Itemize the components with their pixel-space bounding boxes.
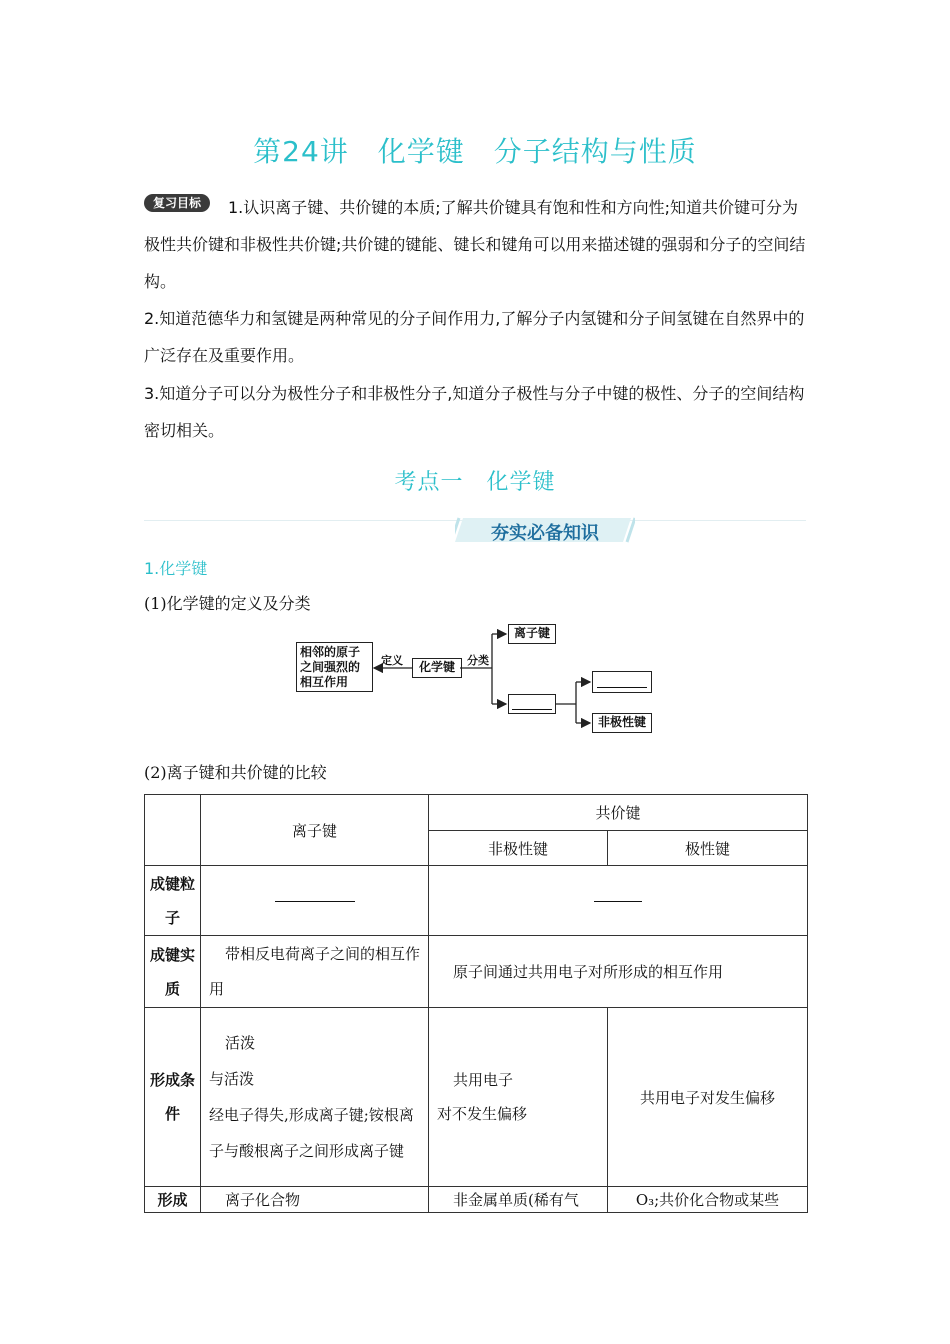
- goal-paragraph-3: 3.知道分子可以分为极性分子和非极性分子,知道分子极性与分子中键的极性、分子的空间结构密切相关。: [144, 384, 805, 440]
- define-label: 定义: [381, 654, 403, 667]
- blank-line: [512, 709, 552, 710]
- cell-covalent-essence: 原子间通过共用电子对所形成的相互作用: [429, 936, 808, 1008]
- ionic-condition-line-2: 与活泼: [209, 1070, 255, 1088]
- section-title: 考点一 化学键: [394, 470, 556, 495]
- bond-comparison-table: [144, 794, 808, 1213]
- subsection-1-caption: (1)化学键的定义及分类: [144, 594, 311, 613]
- blank-line: [597, 687, 647, 688]
- row-head-bonding-particles: 成键粒子: [145, 866, 201, 936]
- header-polar: 极性键: [608, 831, 808, 866]
- cell-ionic-particles-blank: [201, 866, 429, 936]
- header-nonpolar: 非极性键: [429, 831, 608, 866]
- nonpolar-bond-box: 非极性键: [592, 713, 652, 733]
- table-corner-cell: [145, 795, 201, 866]
- cell-nonpolar-condition: [429, 1008, 608, 1187]
- ionic-bond-box: 离子键: [508, 624, 556, 644]
- definition-box: 相邻的原子之间强烈的相互作用: [296, 642, 373, 692]
- classify-label: 分类: [467, 654, 489, 667]
- ionic-condition-line-1: 活泼: [225, 1034, 256, 1052]
- chemical-bond-box: 化学键: [412, 658, 462, 678]
- banner-text: 夯实必备知识: [491, 523, 599, 544]
- nonpolar-condition-line-2: 对不发生偏移: [437, 1105, 528, 1123]
- cell-ionic-condition: [201, 1008, 429, 1187]
- cell-polar-formation: O₃;共价化合物或某些: [608, 1187, 808, 1213]
- cell-ionic-essence: 带相反电荷离子之间的相互作用: [201, 936, 429, 1008]
- review-goals-badge: 复习目标: [144, 194, 210, 212]
- covalent-bond-blank-box: [508, 694, 556, 714]
- cell-nonpolar-formation: 非金属单质(稀有气: [429, 1187, 608, 1213]
- cell-ionic-formation: 离子化合物: [201, 1187, 429, 1213]
- goal-paragraph-2: 2.知道范德华力和氢键是两种常见的分子间作用力,了解分子内氢键和分子间氢键在自然界中的广泛存在及重要作用。: [144, 309, 805, 365]
- subsection-heading: 1.化学键: [144, 559, 208, 578]
- page-title: 第24讲 化学键 分子结构与性质: [253, 135, 697, 168]
- header-covalent: 共价键: [429, 795, 808, 831]
- cell-covalent-particles-blank: [429, 866, 808, 936]
- blank-line: [594, 901, 642, 902]
- goal-paragraph-1: 1.认识离子键、共价键的本质;了解共价键具有饱和性和方向性;知道共价键可分为极性共价键和非极性共价键;共价键的键能、键长和键角可以用来描述键的强弱和分子的空间结构。: [144, 198, 806, 291]
- row-head-bond-essence: 成键实质: [145, 936, 201, 1008]
- polar-bond-blank-box: [592, 671, 652, 693]
- ionic-condition-line-3: 经电子得失,形成离子键;铵根离子与酸根离子之间形成离子键: [209, 1106, 414, 1160]
- row-head-formation-condition: 形成条件: [145, 1008, 201, 1187]
- nonpolar-condition-line-1: 共用电子: [453, 1071, 514, 1089]
- blank-line: [275, 901, 355, 902]
- cell-polar-condition: 共用电子对发生偏移: [608, 1008, 808, 1187]
- subsection-2-caption: (2)离子键和共价键的比较: [144, 763, 327, 782]
- header-ionic: 离子键: [201, 795, 429, 866]
- row-head-formation: 形成: [145, 1187, 201, 1213]
